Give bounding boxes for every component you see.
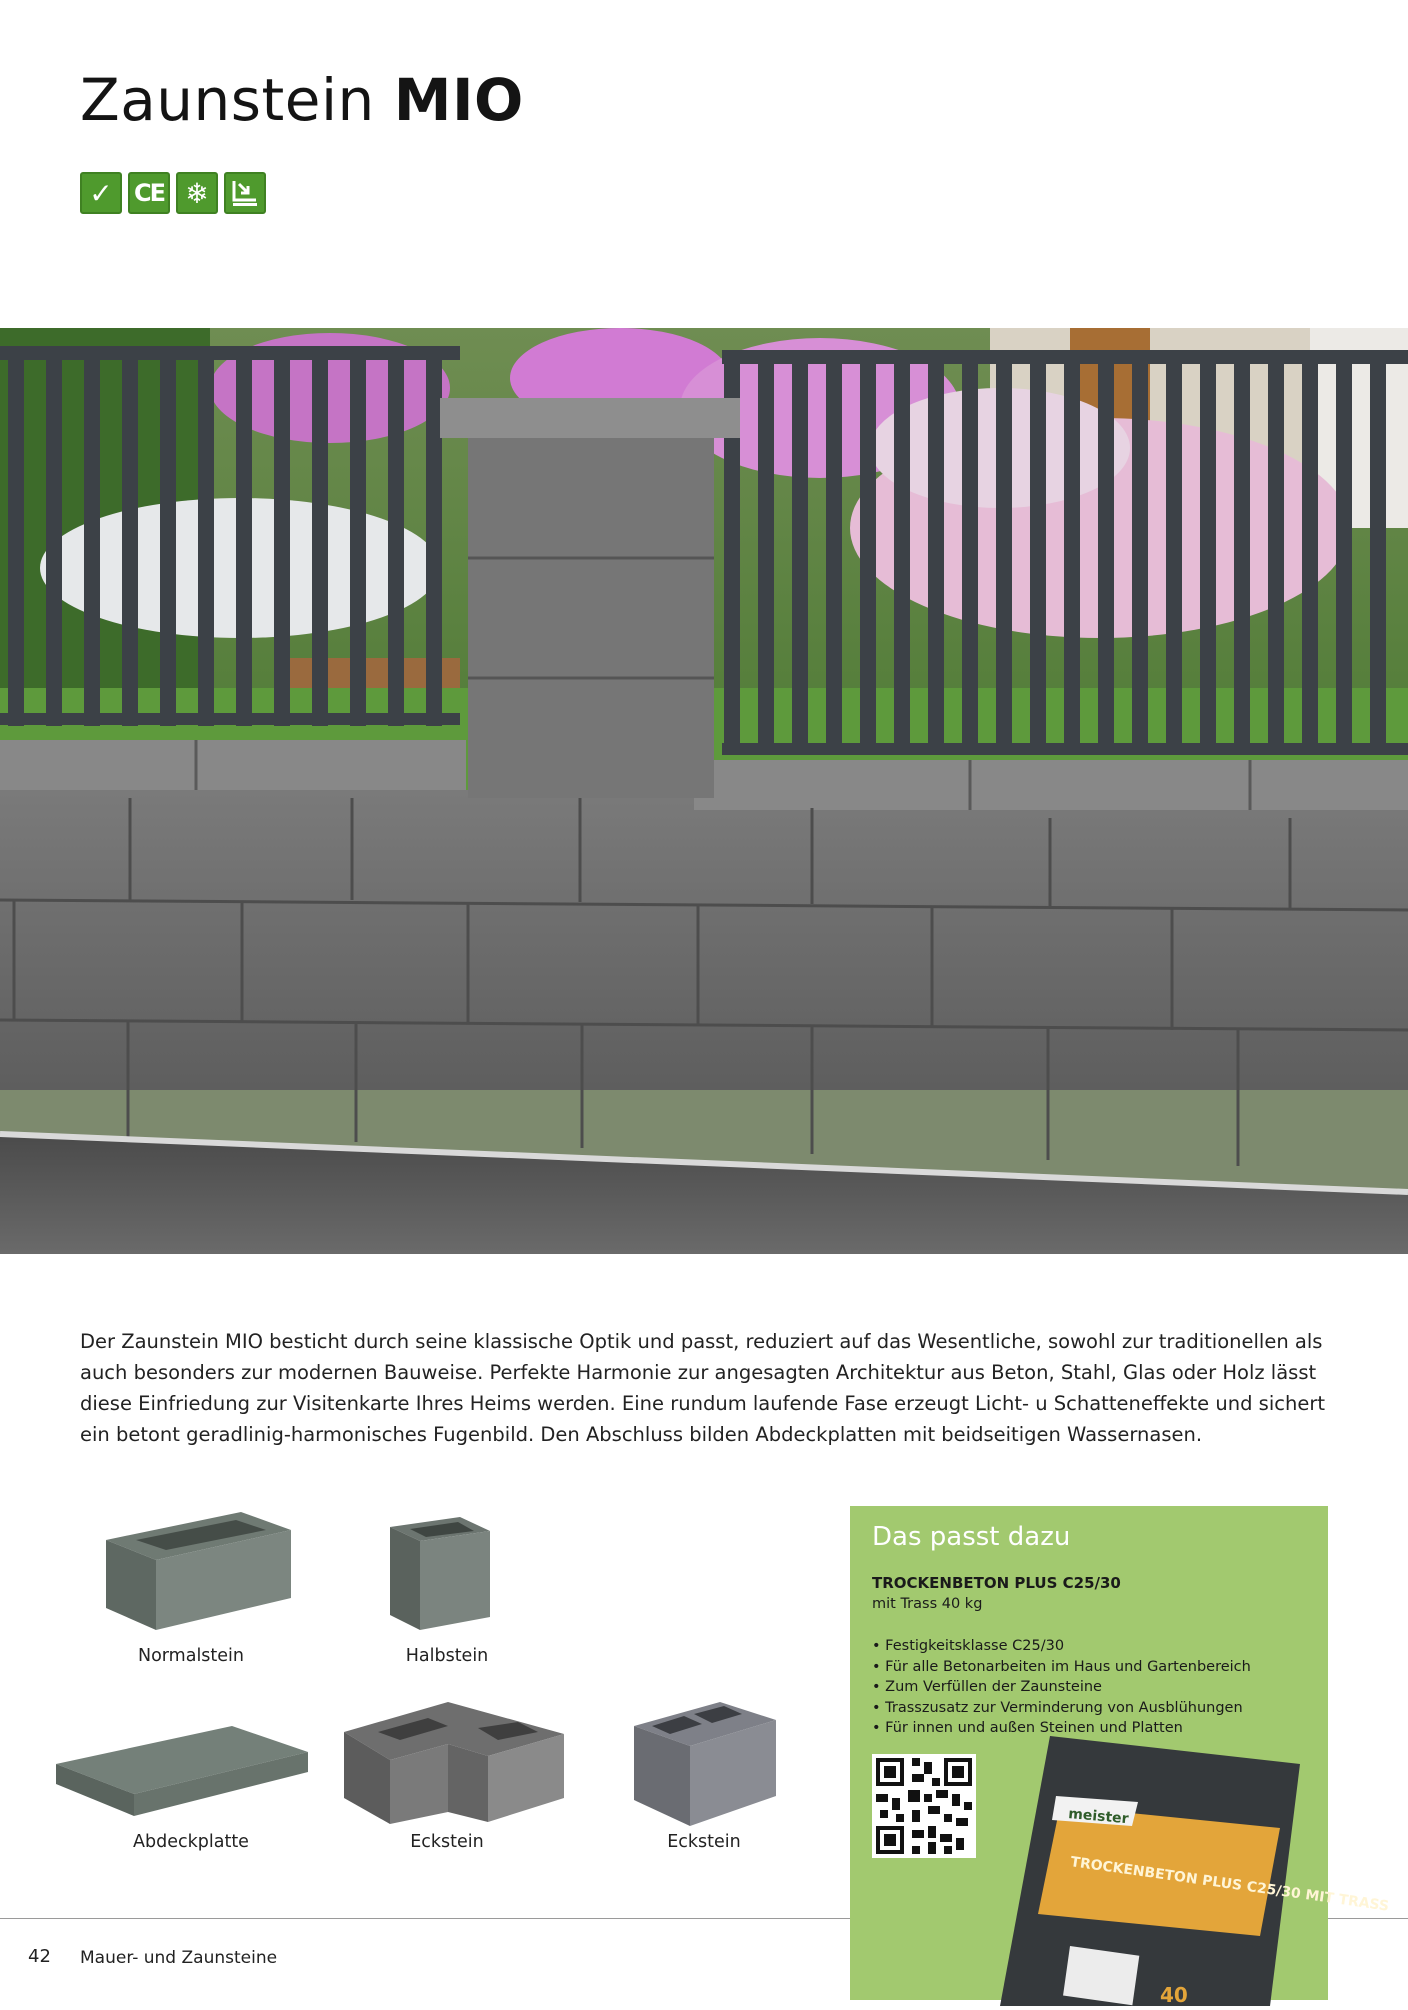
bag-label: TROCKENBETON PLUS C25/30 MIT TRASS (1069, 1854, 1390, 1915)
product-halbstein (360, 1505, 510, 1640)
product-description: Der Zaunstein MIO besticht durch seine klassische Optik und passt, reduziert auf das Wesentliche, sowohl zur traditionellen als auch besonders zur modernen Bauweise. Perfekte Harmonie zur angesagten Architektur aus Beton, Stahl, Glas oder Holz lässt diese Einfriedung zur Visitenkarte Ihres Heims werden. Eine rundum laufende Fase erzeugt Licht- u Schatteneffekte und sichert ein betont geradlinig-harmonisches Fugenbild. Den Abschluss bilden Abdeckplatten mit beidseitigen Wassernasen. (80, 1330, 1325, 1446)
bag-weight: 40 (1160, 1983, 1188, 2007)
product-eckstein-1 (338, 1694, 568, 1834)
product-label-normalstein: Normalstein (137, 1646, 245, 1666)
qr-code-icon[interactable] (872, 1754, 976, 1858)
halbstein-image (360, 1505, 510, 1640)
list-item: • Festigkeitsklasse C25/30 (872, 1636, 1251, 1657)
certification-badges (80, 172, 266, 214)
title-light: Zaunstein (80, 66, 375, 134)
normalstein-image (96, 1490, 296, 1640)
title-bold: MIO (393, 66, 524, 134)
footer-divider-right (1328, 1918, 1408, 1919)
accessory-box (850, 1506, 1390, 2007)
list-item: • Für alle Betonarbeiten im Haus und Gartenbereich (872, 1657, 1251, 1678)
accessory-feature-list (872, 1636, 1251, 1739)
list-item: • Zum Verfüllen der Zaunsteine (872, 1677, 1251, 1698)
abdeckplatte-image (52, 1716, 312, 1836)
page-number: 42 (28, 1946, 51, 1967)
accessory-subtitle: mit Trass 40 kg (872, 1596, 983, 1612)
product-label-eckstein-1: Eckstein (410, 1832, 484, 1852)
eckstein-1-image (338, 1694, 568, 1834)
product-bag-image (960, 1736, 1390, 2010)
weight-download-icon (224, 172, 266, 214)
product-label-abdeckplatte: Abdeckplatte (133, 1832, 249, 1852)
section-name: Mauer- und Zaunsteine (80, 1948, 278, 1968)
product-label-eckstein-2: Eckstein (667, 1832, 741, 1852)
accessory-heading: Das passt dazu (872, 1522, 1071, 1552)
accessory-name: TROCKENBETON PLUS C25/30 (872, 1574, 1121, 1592)
bag-brand: meister (1067, 1806, 1130, 1828)
page-title (80, 66, 524, 134)
product-eckstein-2 (630, 1696, 780, 1831)
list-item: • Für innen und außen Steinen und Platten (872, 1718, 1251, 1739)
ce-mark-icon: CE (128, 172, 170, 214)
checkmark-icon: ✓ (80, 172, 122, 214)
footer-divider (0, 1918, 850, 1919)
product-abdeckplatte (52, 1716, 312, 1836)
hero-photo-fence (0, 328, 1408, 1254)
snowflake-icon: ❄ (176, 172, 218, 214)
product-normalstein (96, 1490, 296, 1640)
eckstein-2-image (630, 1696, 780, 1831)
product-label-halbstein: Halbstein (405, 1646, 489, 1666)
list-item: • Trasszusatz zur Verminderung von Ausblühungen (872, 1698, 1251, 1719)
